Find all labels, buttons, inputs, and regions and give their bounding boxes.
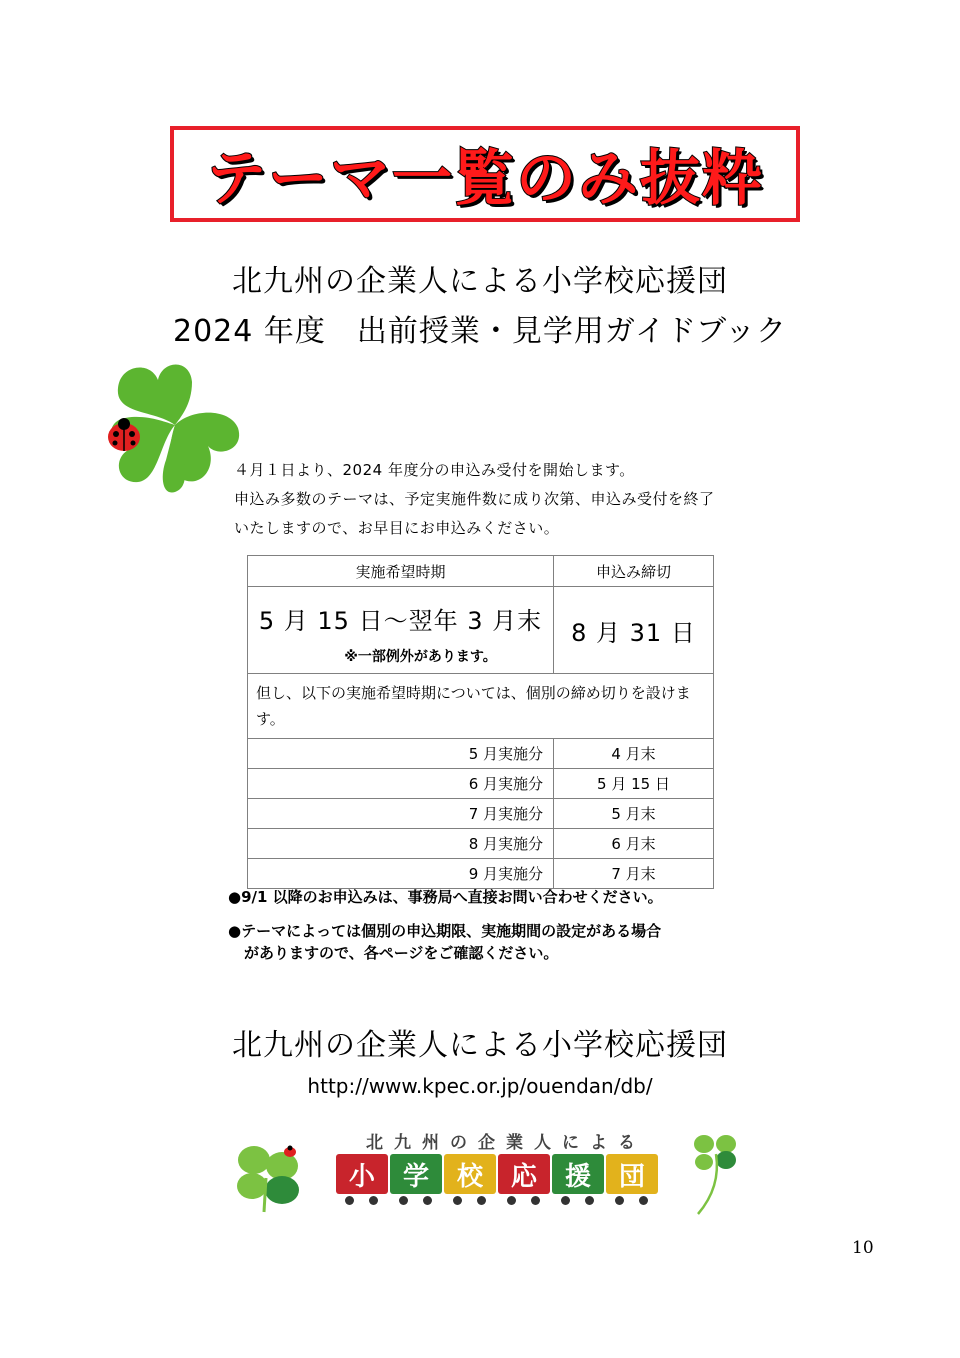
main-note: ※一部例外があります。 (344, 649, 497, 665)
header-period: 実施希望時期 (248, 556, 554, 587)
clover-ladybug-illustration (100, 350, 250, 500)
wheel-icon (585, 1196, 594, 1205)
wheel-icon (345, 1196, 354, 1205)
note-individual-period (228, 920, 661, 964)
wheel-icon (477, 1196, 486, 1205)
table-row (248, 799, 714, 829)
footer-org-name: 北九州の企業人による小学校応援団 (232, 1028, 728, 1063)
logo-caption: 北九州の企業人による (366, 1133, 646, 1153)
note-contact: ●9/1 以降のお申込みは、事務局へ直接お問い合わせください。 (228, 888, 663, 906)
title-guidebook: 2024 年度 出前授業・見学用ガイドブック (173, 314, 787, 349)
row-deadline: 5 月 15 日 (554, 769, 714, 799)
intro-line-1: ４月１日より、2024 年度分の申込み受付を開始します。 (234, 461, 635, 479)
wheel-icon (639, 1196, 648, 1205)
row-month: 9 月実施分 (248, 859, 554, 889)
note-line-1: ●テーマによっては個別の申込期限、実施期間の設定がある場合 (228, 922, 662, 940)
main-period: 5 月 15 日～翌年 3 月末 (258, 607, 543, 635)
page-number: 10 (852, 1238, 874, 1258)
train-car (606, 1154, 658, 1206)
note-line-2: がありますので、各ページをご確認ください。 (244, 944, 559, 962)
headline-box (170, 126, 800, 222)
train-car-char: 小 (336, 1154, 388, 1194)
train-car-char: 応 (498, 1154, 550, 1194)
train-car (498, 1154, 550, 1206)
train-car-char: 校 (444, 1154, 496, 1194)
train-car (552, 1154, 604, 1206)
table-header-row (248, 556, 714, 587)
clover-sprout-icon (690, 1130, 740, 1216)
title-org: 北九州の企業人による小学校応援団 (232, 264, 728, 299)
wheel-icon (615, 1196, 624, 1205)
proviso-text: 但し、以下の実施希望時期については、個別の締め切りを設けます。 (248, 674, 714, 739)
small-clover-ladybug-icon (232, 1138, 304, 1214)
row-deadline: 4 月末 (554, 739, 714, 769)
train-car (444, 1154, 496, 1206)
table-row (248, 859, 714, 889)
train-car-char: 団 (606, 1154, 658, 1194)
row-month: 7 月実施分 (248, 799, 554, 829)
row-month: 8 月実施分 (248, 829, 554, 859)
train-car (390, 1154, 442, 1206)
headline-text: テーマ一覧のみ抜粋 (206, 144, 764, 214)
row-month: 5 月実施分 (248, 739, 554, 769)
row-deadline: 6 月末 (554, 829, 714, 859)
main-deadline: 8 月 31 日 (554, 587, 714, 674)
footer-url[interactable]: http://www.kpec.or.jp/ouendan/db/ (307, 1074, 653, 1098)
train-car (336, 1154, 388, 1206)
wheel-icon (399, 1196, 408, 1205)
table-row (248, 739, 714, 769)
wheel-icon (453, 1196, 462, 1205)
logo-train (336, 1154, 658, 1206)
main-period-cell (248, 587, 554, 674)
wheel-icon (531, 1196, 540, 1205)
row-deadline: 5 月末 (554, 799, 714, 829)
main-schedule-row (248, 587, 714, 674)
proviso-row (248, 674, 714, 739)
schedule-table (247, 555, 714, 889)
table-row (248, 829, 714, 859)
wheel-icon (507, 1196, 516, 1205)
row-deadline: 7 月末 (554, 859, 714, 889)
train-car-char: 援 (552, 1154, 604, 1194)
intro-line-2: 申込み多数のテーマは、予定実施件数に成り次第、申込み受付を終了 (234, 490, 715, 508)
wheel-icon (423, 1196, 432, 1205)
intro-line-3: いたしますので、お早目にお申込みください。 (234, 519, 560, 537)
wheel-icon (369, 1196, 378, 1205)
wheel-icon (561, 1196, 570, 1205)
header-deadline: 申込み締切 (554, 556, 714, 587)
train-car-char: 学 (390, 1154, 442, 1194)
row-month: 6 月実施分 (248, 769, 554, 799)
table-row (248, 769, 714, 799)
